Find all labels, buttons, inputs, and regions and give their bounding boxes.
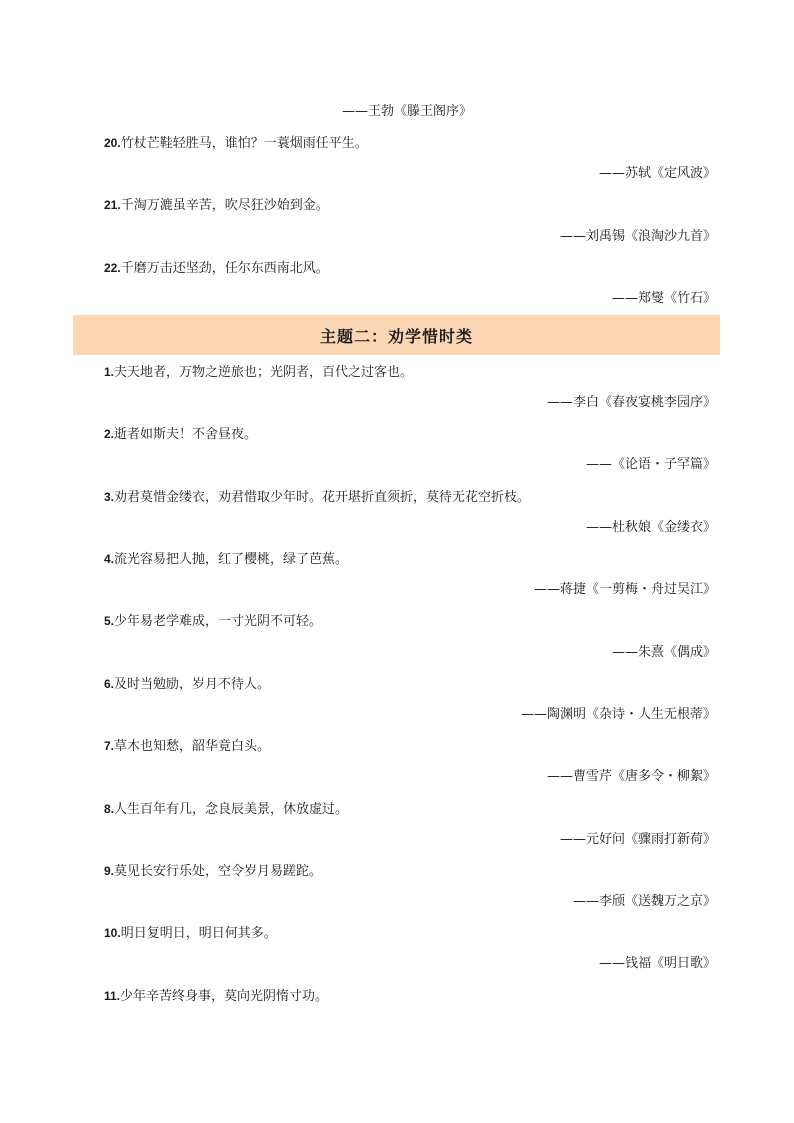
quote-source: ——王勃《滕王阁序》 xyxy=(342,104,473,119)
quote-source: ——杜秋娘《金缕衣》 xyxy=(585,520,716,535)
section-title: 主题二：劝学惜时类 xyxy=(319,326,473,346)
quote-number: 2. xyxy=(104,427,115,441)
quote-number: 5. xyxy=(104,614,115,628)
quote-line xyxy=(104,259,329,278)
quote-number: 20. xyxy=(104,136,121,150)
quote-line xyxy=(104,737,270,756)
quote-source: ——李颀《送魏万之京》 xyxy=(572,894,716,909)
quote-line xyxy=(104,134,368,153)
quote-number: 21. xyxy=(104,198,121,212)
quote-line xyxy=(104,987,328,1006)
quote-source: ——钱福《明日歌》 xyxy=(598,956,716,971)
quote-line xyxy=(104,550,348,569)
quote-text: 草木也知愁，韶华竟白头。 xyxy=(114,739,271,754)
quote-source: ——朱熹《偶成》 xyxy=(611,645,716,660)
quote-number: 6. xyxy=(104,677,115,691)
quote-text: 流光容易把人抛，红了樱桃，绿了芭蕉。 xyxy=(114,552,349,567)
quote-text: 少年易老学难成，一寸光阴不可轻。 xyxy=(114,614,323,629)
quote-text: 明日复明日，明日何其多。 xyxy=(120,926,277,941)
quote-text: 千淘万漉虽辛苦，吹尽狂沙始到金。 xyxy=(120,198,329,213)
quote-source: ——李白《春夜宴桃李园序》 xyxy=(546,395,716,410)
quote-number: 22. xyxy=(104,261,121,275)
quote-line xyxy=(104,196,329,215)
quote-number: 3. xyxy=(104,490,115,504)
quote-source: ——苏轼《定风波》 xyxy=(598,166,716,181)
section-banner xyxy=(73,315,720,355)
quote-source: ——刘禹锡《浪淘沙九首》 xyxy=(559,229,716,244)
quote-number: 1. xyxy=(104,365,115,379)
quote-text: 劝君莫惜金缕衣，劝君惜取少年时。花开堪折直须折，莫待无花空折枝。 xyxy=(114,490,531,505)
quote-number: 10. xyxy=(104,926,121,940)
quote-line xyxy=(104,488,530,507)
quote-line xyxy=(104,675,270,694)
quote-source: ——曹雪芹《唐多令・柳絮》 xyxy=(546,769,716,784)
quote-line xyxy=(104,862,322,881)
quote-source: ——元好问《骤雨打新荷》 xyxy=(559,832,716,847)
quote-source: ——蒋捷《一剪梅・舟过吴江》 xyxy=(533,582,716,597)
quote-number: 7. xyxy=(104,739,115,753)
quote-text: 逝者如斯夫！不舍昼夜。 xyxy=(114,427,258,442)
quote-text: 少年辛苦终身事，莫向光阴惰寸功。 xyxy=(120,989,329,1004)
quote-line xyxy=(104,612,322,631)
quote-number: 4. xyxy=(104,552,115,566)
quote-line xyxy=(104,800,348,819)
quote-text: 人生百年有几，念良辰美景，休放虚过。 xyxy=(114,802,349,817)
quote-text: 及时当勉励，岁月不待人。 xyxy=(114,677,271,692)
quote-source: ——《论语・子罕篇》 xyxy=(585,457,716,472)
quote-number: 9. xyxy=(104,864,115,878)
quote-line xyxy=(104,924,277,943)
quote-text: 莫见长安行乐处，空令岁月易蹉跎。 xyxy=(114,864,323,879)
quote-text: 夫天地者，万物之逆旅也；光阴者，百代之过客也。 xyxy=(114,365,414,380)
quote-source: ——郑燮《竹石》 xyxy=(611,291,716,306)
quote-text: 竹杖芒鞋轻胜马，谁怕？一蓑烟雨任平生。 xyxy=(120,136,368,151)
quote-number: 8. xyxy=(104,802,115,816)
quote-number: 11. xyxy=(104,989,121,1003)
quote-text: 千磨万击还坚劲，任尔东西南北风。 xyxy=(120,261,329,276)
quote-source: ——陶渊明《杂诗・人生无根蒂》 xyxy=(520,707,716,722)
quote-line xyxy=(104,363,413,382)
quote-line xyxy=(104,425,257,444)
